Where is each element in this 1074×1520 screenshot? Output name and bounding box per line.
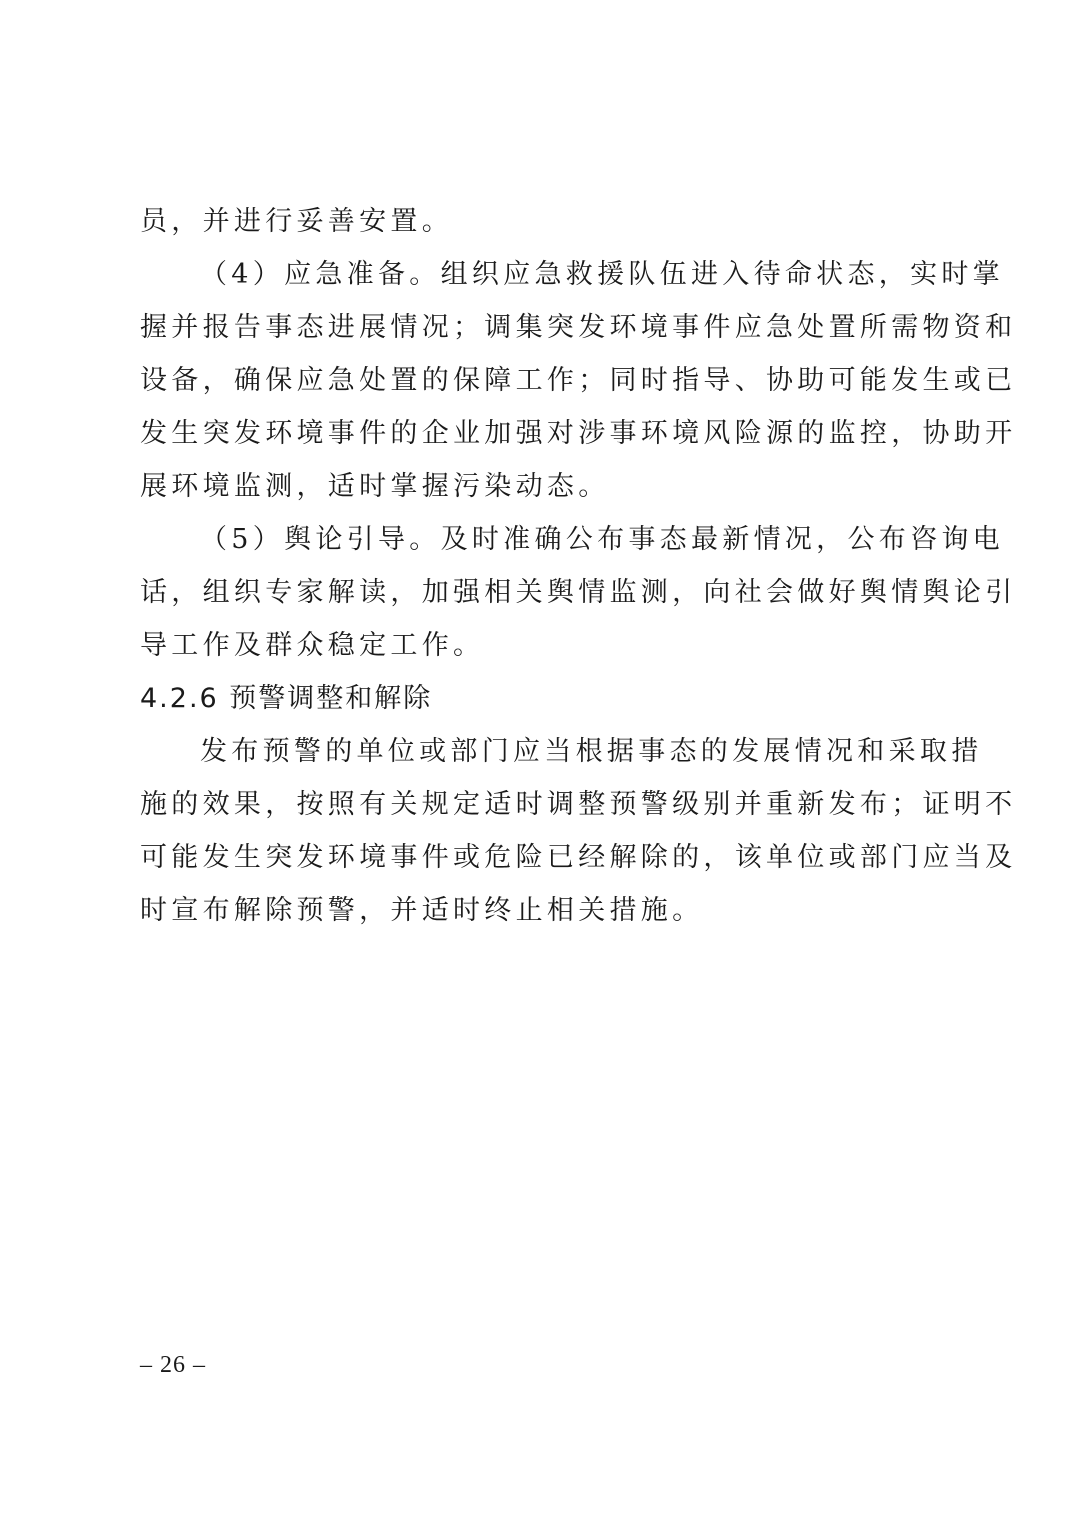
paragraph-line: 发布预警的单位或部门应当根据事态的发展情况和采取措 — [200, 736, 983, 767]
paragraph-line: 展环境监测，适时掌握污染动态。 — [140, 471, 610, 502]
paragraph-line: 设备，确保应急处置的保障工作；同时指导、协助可能发生或已 — [140, 365, 1017, 396]
page-number: – 26 – — [140, 1352, 206, 1378]
paragraph-line: （4）应急准备。组织应急救援队伍进入待命状态，实时掌 — [200, 259, 1004, 290]
paragraph-line: 握并报告事态进展情况；调集突发环境事件应急处置所需物资和 — [140, 312, 1017, 343]
paragraph-line: 导工作及群众稳定工作。 — [140, 630, 485, 661]
section-heading: 4.2.6 预警调整和解除 — [140, 683, 433, 714]
document-body — [140, 195, 1017, 937]
paragraph-line: 施的效果，按照有关规定适时调整预警级别并重新发布；证明不 — [140, 789, 1017, 820]
paragraph-line: 员，并进行妥善安置。 — [140, 206, 453, 237]
paragraph-line: 时宣布解除预警，并适时终止相关措施。 — [140, 895, 704, 926]
paragraph-line: （5）舆论引导。及时准确公布事态最新情况，公布咨询电 — [200, 524, 1004, 555]
paragraph-line: 发生突发环境事件的企业加强对涉事环境风险源的监控，协助开 — [140, 418, 1017, 449]
paragraph-line: 话，组织专家解读，加强相关舆情监测，向社会做好舆情舆论引 — [140, 577, 1017, 608]
paragraph-line: 可能发生突发环境事件或危险已经解除的，该单位或部门应当及 — [140, 842, 1017, 873]
